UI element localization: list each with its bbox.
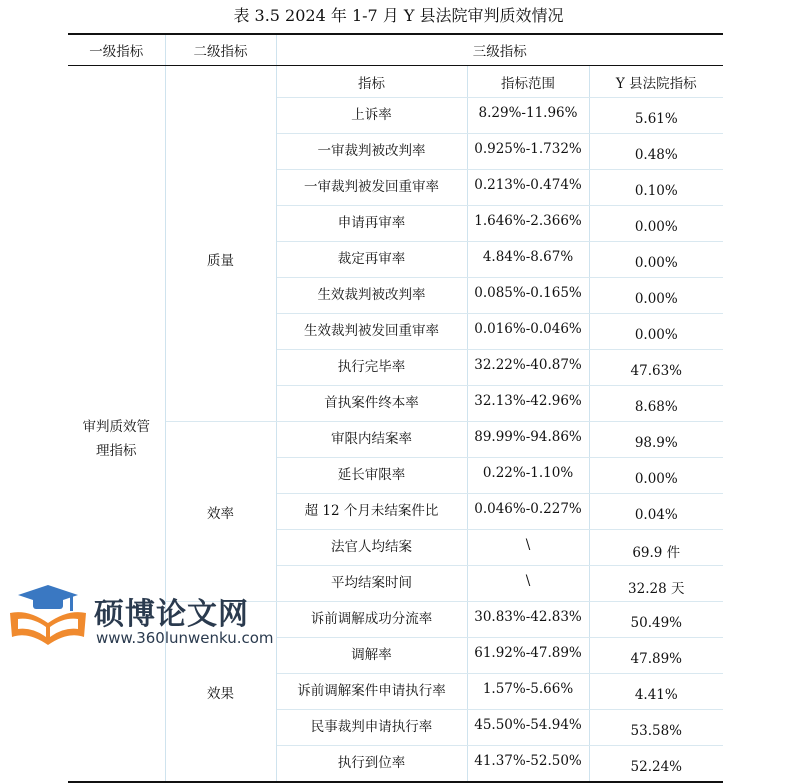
header-level1: 一级指标 [68,34,165,66]
value-cell: 47.89% [589,638,723,674]
judicial-quality-table [68,33,723,783]
value-cell: 53.58% [589,710,723,746]
level1-indicator: 审判质效管理指标 [68,98,165,783]
range-cell: 30.83%-42.83% [467,602,589,638]
indicator-cell: 一审裁判被发回重审率 [276,170,467,206]
indicator-cell: 上诉率 [276,98,467,134]
indicator-cell: 超 12 个月未结案件比 [276,494,467,530]
value-cell: 0.10% [589,170,723,206]
level2-group-2: 效果 [165,602,276,783]
header-indicator: 指标 [276,66,467,98]
range-cell: 32.22%-40.87% [467,350,589,386]
range-cell: 1.646%-2.366% [467,206,589,242]
value-cell: 0.00% [589,458,723,494]
range-cell: 0.016%-0.046% [467,314,589,350]
header-value: Y 县法院指标 [589,66,723,98]
value-cell: 69.9 件 [589,530,723,566]
indicator-cell: 诉前调解案件申请执行率 [276,674,467,710]
header-level2-blank [165,66,276,98]
range-cell: 0.22%-1.10% [467,458,589,494]
table-row [68,98,723,134]
table-caption: 表 3.5 2024 年 1-7 月 Y 县法院审判质效情况 [233,6,564,25]
range-cell: 8.29%-11.96% [467,98,589,134]
watermark-title: 硕博论文网 [94,597,249,632]
value-cell: 0.00% [589,242,723,278]
range-cell: 45.50%-54.94% [467,710,589,746]
table-row [68,422,723,458]
indicator-cell: 执行到位率 [276,746,467,783]
header-level2: 二级指标 [165,34,276,66]
value-cell: 0.00% [589,206,723,242]
value-cell: 0.00% [589,278,723,314]
indicator-cell: 法官人均结案 [276,530,467,566]
range-cell: 61.92%-47.89% [467,638,589,674]
level2-group-1: 效率 [165,422,276,602]
indicator-cell: 审限内结案率 [276,422,467,458]
indicator-cell: 延长审限率 [276,458,467,494]
indicator-cell: 平均结案时间 [276,566,467,602]
watermark-url: www.360lunwenku.com [96,629,274,647]
header-range: 指标范围 [467,66,589,98]
value-cell: 47.63% [589,350,723,386]
site-watermark [8,583,278,653]
value-cell: 8.68% [589,386,723,422]
range-cell: 4.84%-8.67% [467,242,589,278]
indicator-cell: 生效裁判被发回重审率 [276,314,467,350]
value-cell: 5.61% [589,98,723,134]
level2-group-0: 质量 [165,98,276,422]
indicator-cell: 调解率 [276,638,467,674]
value-cell: 0.00% [589,314,723,350]
value-cell: 32.28 天 [589,566,723,602]
range-cell: 89.99%-94.86% [467,422,589,458]
header-level3: 三级指标 [276,34,723,66]
value-cell: 98.9% [589,422,723,458]
graduation-cap-book-icon [8,583,88,651]
range-cell: 1.57%-5.66% [467,674,589,710]
value-cell: 0.48% [589,134,723,170]
header-level1-blank [68,66,165,98]
indicator-cell: 申请再审率 [276,206,467,242]
value-cell: 50.49% [589,602,723,638]
range-cell: 0.046%-0.227% [467,494,589,530]
indicator-cell: 一审裁判被改判率 [276,134,467,170]
value-cell: 4.41% [589,674,723,710]
value-cell: 52.24% [589,746,723,783]
range-cell: 0.085%-0.165% [467,278,589,314]
indicator-cell: 裁定再审率 [276,242,467,278]
indicator-cell: 首执案件终本率 [276,386,467,422]
range-cell: \ [467,566,589,602]
range-cell: \ [467,530,589,566]
indicator-cell: 诉前调解成功分流率 [276,602,467,638]
value-cell: 0.04% [589,494,723,530]
indicator-cell: 执行完毕率 [276,350,467,386]
indicator-cell: 民事裁判申请执行率 [276,710,467,746]
range-cell: 0.213%-0.474% [467,170,589,206]
indicator-cell: 生效裁判被改判率 [276,278,467,314]
range-cell: 41.37%-52.50% [467,746,589,783]
range-cell: 0.925%-1.732% [467,134,589,170]
range-cell: 32.13%-42.96% [467,386,589,422]
